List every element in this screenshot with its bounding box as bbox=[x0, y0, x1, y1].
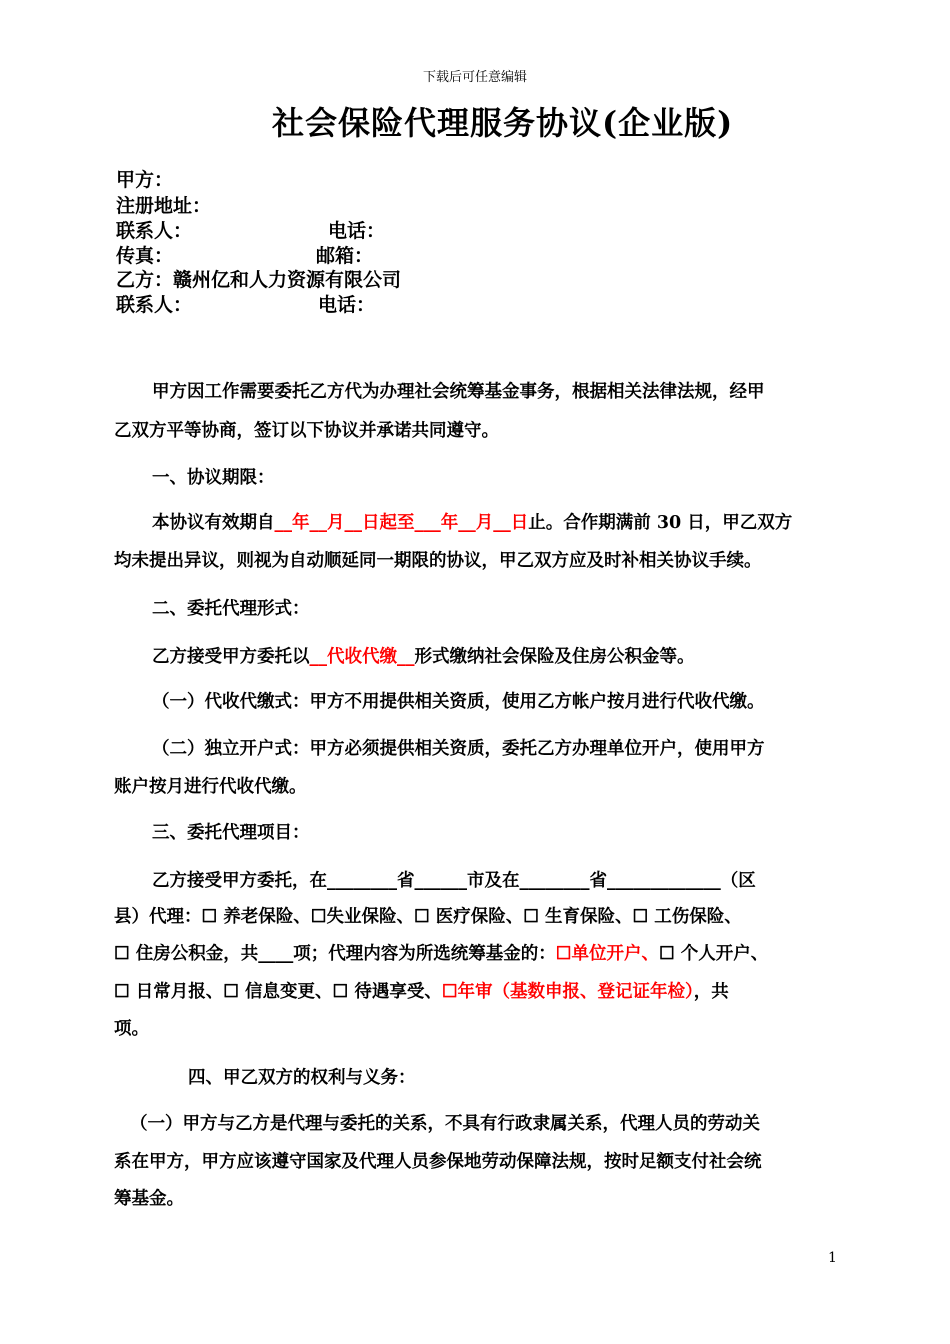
form-method: __代收代缴__ bbox=[309, 647, 415, 667]
section-3-line-4 bbox=[114, 980, 729, 1004]
section-4-heading: 四、甲乙双方的权利与义务： bbox=[188, 1068, 416, 1088]
page-number: 1 bbox=[828, 1250, 837, 1266]
phone-a-label: 电话： bbox=[328, 220, 386, 242]
contact-b-label: 联系人： bbox=[116, 294, 193, 316]
section-4-line-1: （一）甲方与乙方是代理与委托的关系，不具有行政隶属关系，代理人员的劳动关 bbox=[130, 1114, 760, 1134]
items-text-pre: ☐ 住房公积金，共____项；代理内容为所选统筹基金的： bbox=[114, 944, 556, 964]
items2-text-pre: ☐ 日常月报、☐ 信息变更、☐ 待遇享受、 bbox=[114, 982, 442, 1002]
items-text-post: ☐ 个人开户、 bbox=[658, 944, 769, 964]
intro-line-1: 甲方因工作需要委托乙方代为办理社会统筹基金事务，根据相关法律法规，经甲 bbox=[152, 382, 765, 402]
section-3-line-3 bbox=[114, 942, 768, 966]
term-dates: __年__月__日起至___年__月__日 bbox=[274, 513, 529, 533]
section-4-line-2: 系在甲方，甲方应该遵守国家及代理人员参保地劳动保障法规，按时足额支付社会统 bbox=[114, 1152, 762, 1172]
annual-review-item: ☐年审（基数申报、登记证年检） bbox=[441, 982, 694, 1002]
section-2-line-1 bbox=[152, 645, 695, 669]
header-note: 下载后可任意编辑 bbox=[422, 70, 527, 85]
section-3-line-1: 乙方接受甲方委托，在________省______市及在________省_____________（区 bbox=[152, 871, 756, 891]
party-b-label: 乙方：赣州亿和人力资源有限公司 bbox=[116, 269, 402, 291]
form-text-pre: 乙方接受甲方委托以 bbox=[152, 647, 310, 667]
section-1-line-2: 均未提出异议，则视为自动顺延同一期限的协议，甲乙双方应及时补相关协议手续。 bbox=[114, 551, 762, 571]
fax-label: 传真： bbox=[116, 245, 174, 267]
document-title: 社会保险代理服务协议(企业版) bbox=[272, 104, 734, 142]
intro-line-2: 乙双方平等协商，签订以下协议并承诺共同遵守。 bbox=[114, 421, 499, 441]
phone-b-label: 电话： bbox=[318, 294, 376, 316]
section-3-heading: 三、委托代理项目： bbox=[152, 823, 310, 843]
option-2-line-1: （二）独立开户式：甲方必须提供相关资质，委托乙方办理单位开户，使用甲方 bbox=[152, 739, 765, 759]
party-a-label: 甲方： bbox=[116, 169, 174, 191]
registered-address-label: 注册地址： bbox=[116, 195, 212, 217]
term-text-post: 止。合作期满前 30 日，甲乙双方 bbox=[528, 513, 793, 533]
section-2-heading: 二、委托代理形式： bbox=[152, 599, 310, 619]
section-1-line-1 bbox=[152, 511, 792, 535]
section-1-heading: 一、协议期限： bbox=[152, 468, 275, 488]
section-4-line-3: 筹基金。 bbox=[114, 1189, 184, 1209]
form-text-post: 形式缴纳社会保险及住房公积金等。 bbox=[414, 647, 695, 667]
term-text-pre: 本协议有效期自 bbox=[152, 513, 275, 533]
unit-account-item: ☐单位开户、 bbox=[555, 944, 659, 964]
contact-a-label: 联系人： bbox=[116, 220, 193, 242]
option-2-line-2: 账户按月进行代收代缴。 bbox=[114, 777, 307, 797]
email-label: 邮箱： bbox=[316, 245, 374, 267]
section-3-line-2: 县）代理：☐ 养老保险、☐失业保险、☐ 医疗保险、☐ 生育保险、☐ 工伤保险、 bbox=[114, 907, 742, 927]
section-3-line-5: 项。 bbox=[114, 1019, 149, 1039]
items2-text-post: ，共 bbox=[693, 982, 729, 1002]
option-1-text: （一）代收代缴式：甲方不用提供相关资质，使用乙方帐户按月进行代收代缴。 bbox=[152, 692, 765, 712]
